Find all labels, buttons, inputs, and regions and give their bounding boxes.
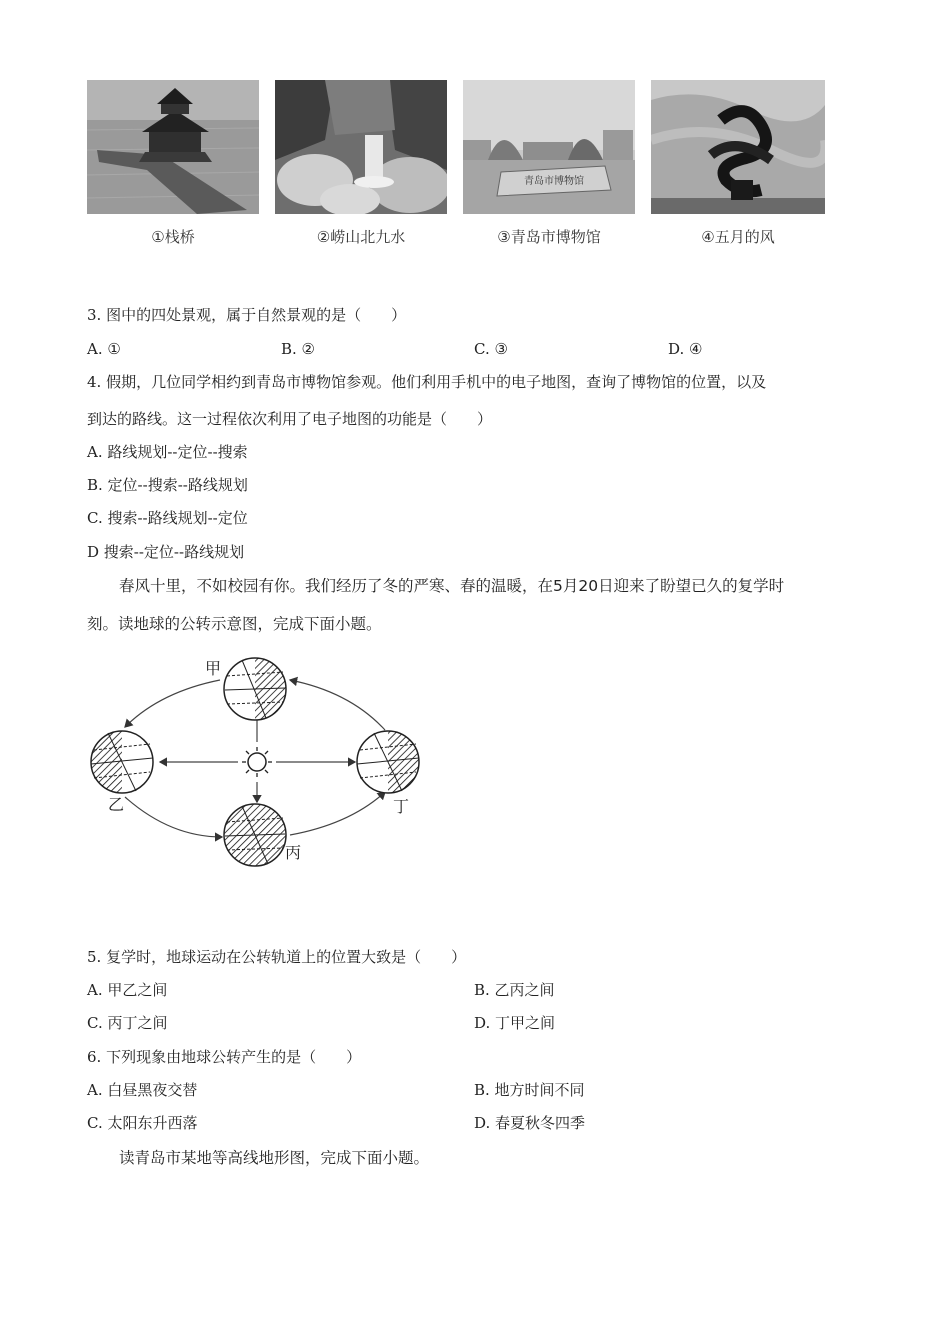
passage-1-line1: 春风十里，不如校园有你。我们经历了冬的严寒、春的温暖，在5月20日迎来了盼望已久的复学时 bbox=[119, 577, 785, 595]
museum-photo bbox=[463, 80, 635, 214]
question-4-stem-line1: 4. 假期，几位同学相约到青岛市博物馆参观。他们利用手机中的电子地图，查询了博物馆的位置，以及 bbox=[87, 373, 767, 391]
q3-option-c: C. ③ bbox=[474, 340, 508, 358]
q6-option-a: A. 白昼黑夜交替 bbox=[87, 1081, 198, 1099]
passage-1-line2: 刻。读地球的公转示意图，完成下面小题。 bbox=[87, 615, 382, 633]
q4-option-d: D 搜索--定位--路线规划 bbox=[87, 543, 245, 561]
label-jia: 甲 bbox=[205, 659, 222, 678]
question-6-stem: 6. 下列现象由地球公转产生的是（ ） bbox=[87, 1048, 362, 1066]
q3-option-a: A. ① bbox=[87, 340, 121, 358]
earth-position-jia bbox=[224, 658, 286, 720]
q4-option-a: A. 路线规划--定位--搜索 bbox=[87, 443, 248, 461]
earth-revolution-diagram bbox=[80, 652, 440, 877]
q4-option-b: B. 定位--搜索--路线规划 bbox=[87, 476, 248, 494]
photo-caption: ②崂山北九水 bbox=[316, 228, 406, 246]
q6-option-b: B. 地方时间不同 bbox=[474, 1081, 585, 1099]
label-ding: 丁 bbox=[393, 797, 410, 816]
question-4-stem-line2: 到达的路线。这一过程依次利用了电子地图的功能是（ ） bbox=[87, 410, 493, 428]
q5-option-a: A. 甲乙之间 bbox=[87, 981, 168, 999]
earth-position-yi bbox=[91, 731, 153, 793]
passage-2: 读青岛市某地等高线地形图，完成下面小题。 bbox=[119, 1149, 430, 1167]
earth-position-bing bbox=[224, 804, 286, 866]
photo-caption: ①栈桥 bbox=[151, 228, 195, 246]
question-3-stem: 3. 图中的四处景观，属于自然景观的是（ ） bbox=[87, 306, 407, 324]
orbit-arc-ding-jia bbox=[290, 680, 385, 730]
waterfall-photo bbox=[275, 80, 447, 214]
earth-position-ding bbox=[357, 731, 419, 793]
q6-option-d: D. 春夏秋冬四季 bbox=[474, 1114, 586, 1132]
q5-option-b: B. 乙丙之间 bbox=[474, 981, 555, 999]
label-yi: 乙 bbox=[108, 795, 125, 814]
q5-option-c: C. 丙丁之间 bbox=[87, 1014, 168, 1032]
q3-option-d: D. ④ bbox=[668, 340, 703, 358]
q4-option-c: C. 搜索--路线规划--定位 bbox=[87, 509, 248, 527]
photo-caption: ③青岛市博物馆 bbox=[497, 228, 601, 246]
pier-pavilion-photo bbox=[87, 80, 259, 214]
sculpture-photo bbox=[651, 80, 825, 214]
orbit-arc-jia-yi bbox=[125, 680, 220, 727]
q3-option-b: B. ② bbox=[281, 340, 316, 358]
museum-sign-text: 青岛市博物馆 bbox=[524, 176, 584, 187]
q6-option-c: C. 太阳东升西落 bbox=[87, 1114, 198, 1132]
label-bing: 丙 bbox=[285, 843, 302, 862]
orbit-arc-yi-bing bbox=[125, 797, 222, 837]
photo-caption: ④五月的风 bbox=[701, 228, 775, 246]
question-5-stem: 5. 复学时，地球运动在公转轨道上的位置大致是（ ） bbox=[87, 948, 467, 966]
q5-option-d: D. 丁甲之间 bbox=[474, 1014, 556, 1032]
sun-icon bbox=[242, 747, 272, 777]
orbit-arc-bing-ding bbox=[290, 792, 385, 835]
